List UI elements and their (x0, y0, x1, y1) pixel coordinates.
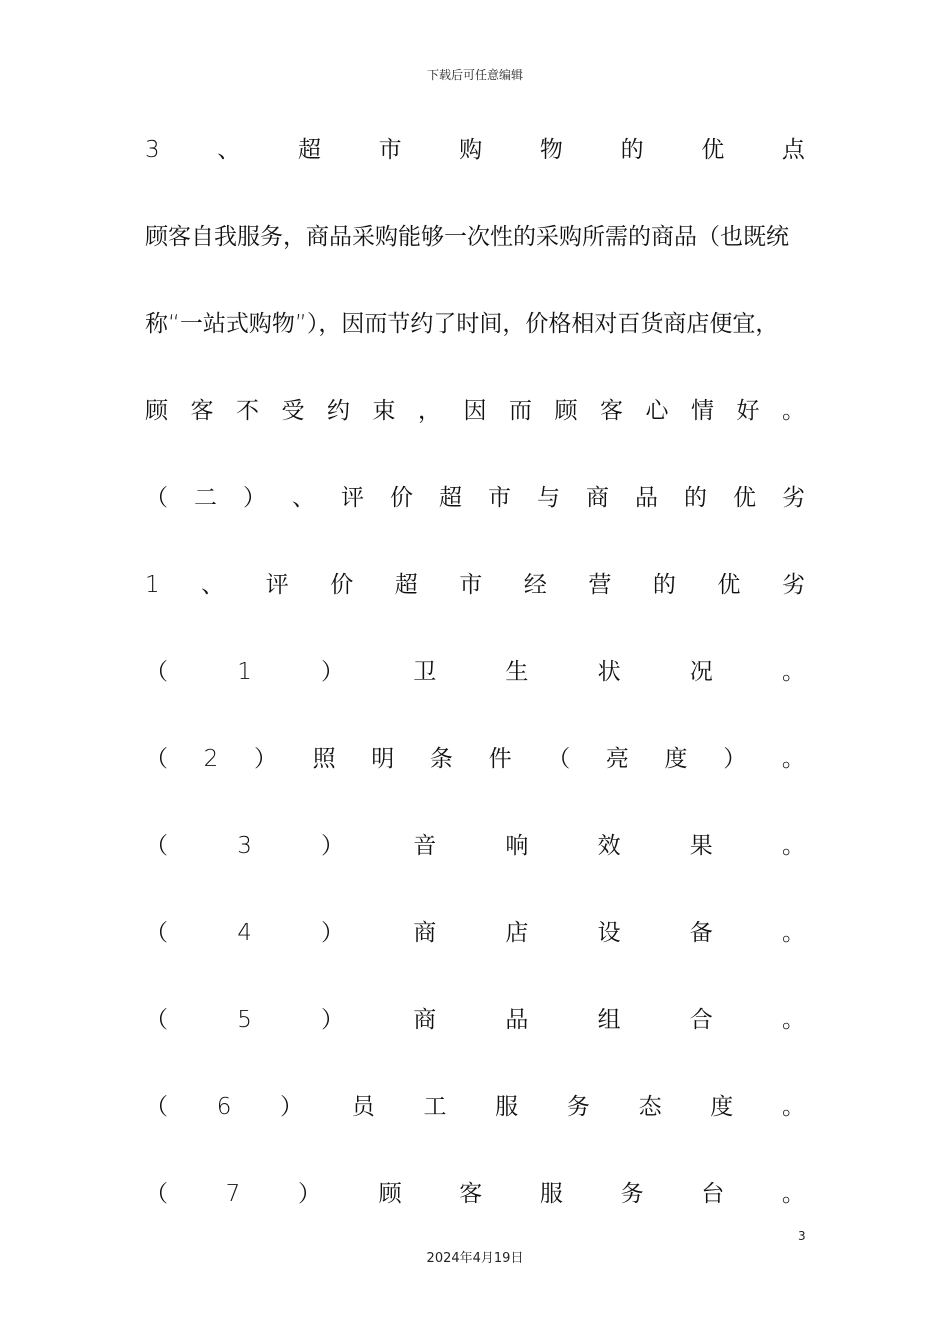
line-char: 劣 (781, 572, 805, 598)
line-char: 2 (203, 746, 219, 772)
line-char: 照 (312, 746, 336, 772)
line-char: 。 (781, 1007, 805, 1033)
line-char: 件 (488, 746, 512, 772)
line-char: 因 (463, 398, 487, 424)
line-char: 1 (237, 659, 252, 685)
line-char: 优 (717, 572, 741, 598)
line-char: 而 (509, 398, 532, 424)
paragraph-line (145, 1172, 805, 1259)
line-char: 工 (423, 1094, 447, 1120)
line-char: 、 (217, 137, 241, 163)
line-char: 客 (190, 398, 214, 424)
paragraph-line (145, 476, 805, 563)
line-char: 服 (495, 1094, 519, 1120)
line-char: 好 (736, 398, 760, 424)
line-char: 市 (459, 572, 483, 598)
line-char: 5 (237, 1007, 252, 1033)
line-char: 条 (429, 746, 453, 772)
line-char: 店 (505, 920, 529, 946)
page-header: 下载后可任意编辑 (426, 68, 523, 82)
line-char: 台 (701, 1181, 725, 1207)
line-char: 商 (413, 1007, 437, 1033)
line-char: 3 (145, 137, 160, 163)
line-char: 评 (341, 485, 364, 511)
line-char: 服 (539, 1181, 563, 1207)
line-char: ） (321, 1007, 345, 1033)
line-char: ） (321, 833, 345, 859)
line-char: 的 (684, 485, 707, 511)
line-char: 卫 (413, 659, 437, 685)
paragraph-line (145, 389, 805, 476)
line-char: （ (145, 1094, 168, 1120)
line-char: 。 (781, 659, 805, 685)
line-char: 4 (237, 920, 252, 946)
line-char: 组 (597, 1007, 621, 1033)
line-char: 经 (523, 572, 547, 598)
paragraph-line (145, 650, 805, 737)
line-char: 点 (781, 137, 805, 163)
line-char: 客 (459, 1181, 483, 1207)
line-char: 。 (782, 398, 805, 424)
line-char: 。 (781, 746, 805, 772)
line-char: 的 (620, 137, 644, 163)
line-char: 心 (645, 398, 669, 424)
line-char: 劣 (782, 485, 805, 511)
line-char: 设 (597, 920, 621, 946)
line-char: 员 (351, 1094, 375, 1120)
paragraph-line (145, 998, 805, 1085)
line-char: 6 (216, 1094, 232, 1120)
line-char: 生 (505, 659, 529, 685)
paragraph-line (145, 128, 805, 215)
line-char: 态 (638, 1094, 662, 1120)
line-char: 受 (281, 398, 305, 424)
line-char: （ (145, 1007, 168, 1033)
line-char: ） (321, 659, 345, 685)
line-char: 超 (439, 485, 462, 511)
line-char: 二 (194, 485, 217, 511)
line-char: 。 (781, 833, 805, 859)
document-body (145, 128, 805, 1259)
line-char: 、 (292, 485, 315, 511)
line-char: 效 (597, 833, 621, 859)
line-char: 1 (145, 572, 160, 598)
line-char: 。 (781, 1181, 805, 1207)
paragraph-line (145, 737, 805, 824)
line-char: 合 (689, 1007, 713, 1033)
line-char: 况 (689, 659, 713, 685)
paragraph-line (145, 1085, 805, 1172)
line-char: 务 (566, 1094, 590, 1120)
page-footer-date: 2024年4月19日 (426, 1251, 524, 1266)
line-char: 营 (588, 572, 612, 598)
line-char: 顾 (554, 398, 578, 424)
line-char: 超 (297, 137, 321, 163)
line-char: 不 (236, 398, 259, 424)
line-char: 优 (733, 485, 756, 511)
paragraph-line: 称“一站式购物”），因而节约了时间，价格相对百货商店便宜， (145, 311, 779, 337)
line-char: （ (145, 746, 168, 772)
line-char: 、 (201, 572, 225, 598)
line-char: 的 (652, 572, 676, 598)
line-char: 品 (505, 1007, 529, 1033)
line-char: 约 (327, 398, 350, 424)
line-char: 情 (691, 398, 714, 424)
line-char: ） (253, 746, 277, 772)
line-char: ） (321, 920, 345, 946)
line-char: （ (145, 485, 168, 511)
line-char: 明 (371, 746, 395, 772)
line-char: 物 (539, 137, 563, 163)
line-char: 市 (378, 137, 402, 163)
paragraph-line (145, 824, 805, 911)
line-char: （ (145, 1181, 168, 1207)
paragraph-line: 顾客自我服务，商品采购能够一次性的采购所需的商品（也既统 (145, 224, 789, 250)
paragraph-line (145, 911, 805, 998)
line-char: 顾 (145, 398, 168, 424)
line-char: 7 (225, 1181, 241, 1207)
line-char: 商 (586, 485, 609, 511)
line-char: ） (723, 746, 747, 772)
line-char: 超 (394, 572, 418, 598)
line-char: 客 (600, 398, 623, 424)
line-char: 响 (505, 833, 529, 859)
line-char: ） (280, 1094, 304, 1120)
page-number: 3 (798, 1229, 806, 1243)
line-char: 度 (710, 1094, 734, 1120)
line-char: （ (145, 659, 168, 685)
line-char: ） (243, 485, 266, 511)
line-char: 3 (237, 833, 252, 859)
line-char: 亮 (605, 746, 629, 772)
line-char: 商 (413, 920, 437, 946)
line-char: 。 (781, 1094, 805, 1120)
line-char: 备 (689, 920, 713, 946)
line-char: （ (145, 833, 168, 859)
line-char: 市 (488, 485, 511, 511)
line-char: 与 (537, 485, 560, 511)
line-char: 果 (689, 833, 713, 859)
line-char: 度 (664, 746, 688, 772)
line-char: 价 (330, 572, 354, 598)
line-char: 务 (620, 1181, 644, 1207)
line-char: 品 (635, 485, 658, 511)
line-char: 购 (459, 137, 483, 163)
line-char: （ (547, 746, 571, 772)
line-char: 价 (390, 485, 413, 511)
line-char: 状 (597, 659, 621, 685)
line-char: 。 (781, 920, 805, 946)
line-char: 顾 (378, 1181, 402, 1207)
line-char: ） (297, 1181, 321, 1207)
line-char: 评 (265, 572, 289, 598)
line-char: 束 (372, 398, 396, 424)
line-char: 优 (701, 137, 725, 163)
line-char: （ (145, 920, 168, 946)
paragraph-line (145, 563, 805, 650)
line-char: ， (418, 398, 441, 424)
line-char: 音 (413, 833, 437, 859)
